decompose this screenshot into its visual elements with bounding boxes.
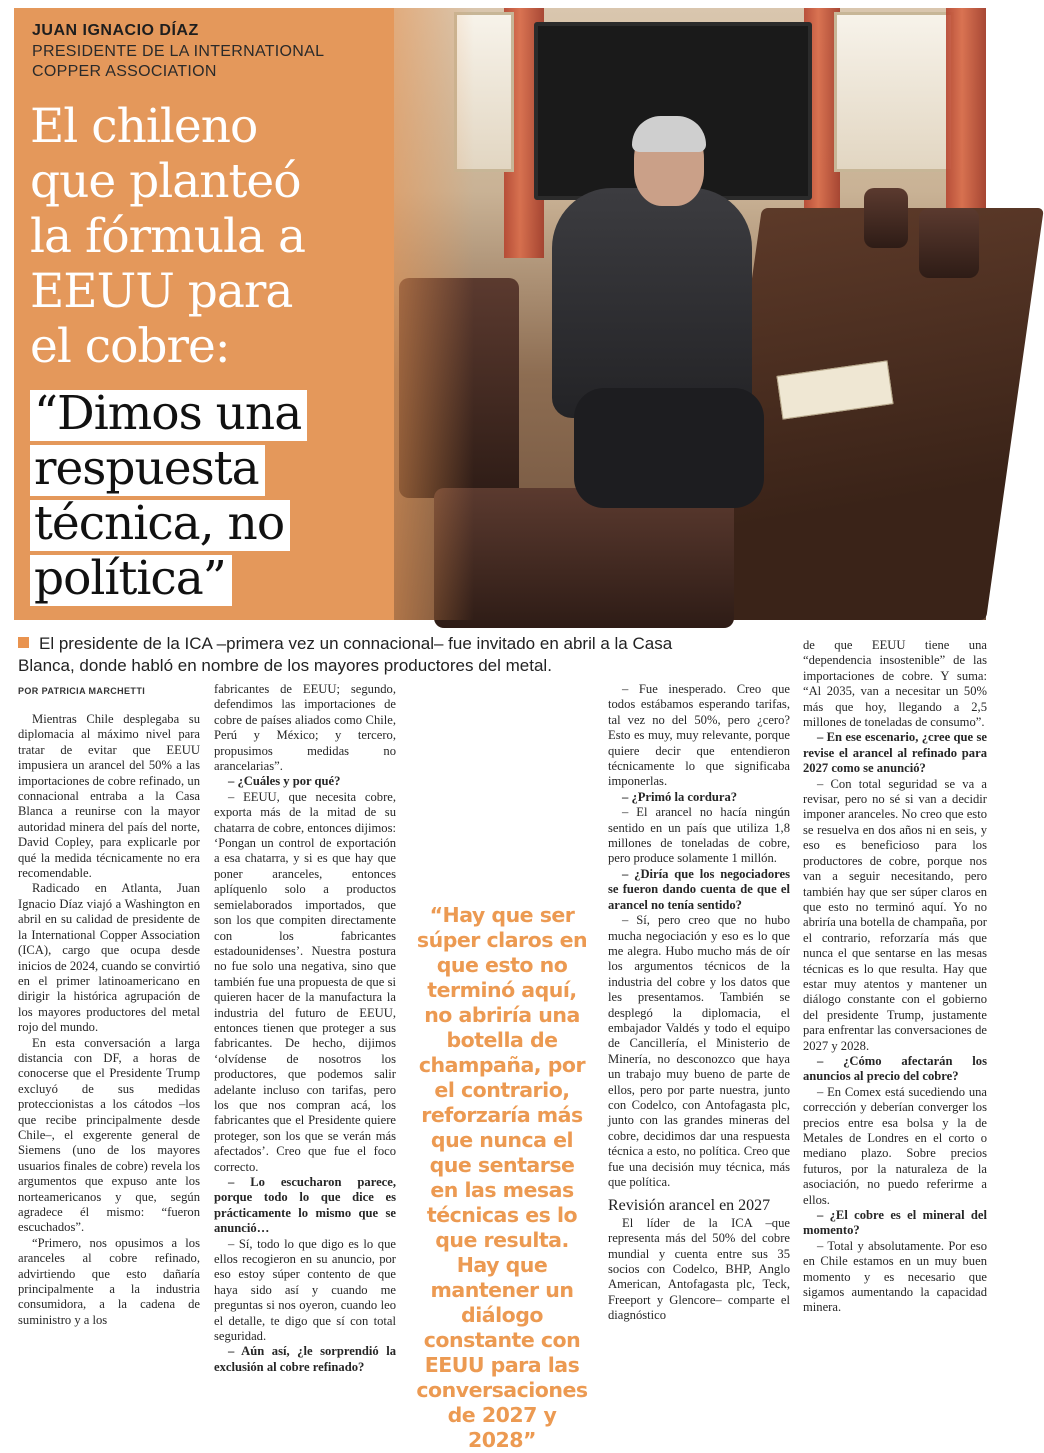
headline-line: la fórmula a: [30, 209, 306, 264]
article-column-1: [18, 712, 200, 1328]
paragraph: – Sí, pero creo que no hubo mucha negociación y eso es lo que me alegra. Hubo mucho más de oír los argumentos técnicos de la industria del cobre y los datos que les presentamos. También se desplegó la diplomacia, el embajador Valdés y todo el equipo de Cancillería, el Ministerio de Minería, no desconozco que haya un trabajo muy bueno de parte de ellos, pero por parte nuestra, junto con Codelco, con Antofagasta plc, junto con las grandes mineras del cobre, decidimos dar una respuesta técnica a esto, no política. Creo que fue una decisión muy técnica, más que política.: [608, 913, 790, 1189]
interview-question: – Lo escucharon parece, porque todo lo que dice es prácticamente lo mismo que se anunció…: [214, 1175, 396, 1236]
paragraph: El líder de la ICA –que representa más del 50% del cobre mundial y cuenta entre sus 35 socios con Codelco, BHP, Anglo American, Antofagasta plc, Teck, Freeport y Glencore– comparte el diagnóstico: [608, 1215, 790, 1323]
headline-line: el cobre:: [30, 319, 230, 374]
paragraph: En esta conversación a larga distancia con DF, a horas de conocerse que el Presidente Trump excluyó de sus medidas proteccionistas a los cátodos –los que recibe principalmente desde Chile–, el exgerente general de Siemens (uno de los mayores usuarios finales de cobre) revela los argumentos que expuso ante los norteamericanos y que, según agradece él mismo: “fueron escuchados”.: [18, 1035, 200, 1235]
byline: POR PATRICIA MARCHETTI: [18, 686, 146, 696]
paragraph: de que EEUU tiene una “dependencia insostenible” de las importaciones de cobre. Y suma: “Al 2035, van a necesitar un 50% más que hoy, llegando a 2,5 millones de toneladas de consumo”.: [803, 638, 987, 730]
pull-quote: “Hay que ser súper claros en que esto no terminó aquí, no abriría una botella de champaña, por el contrario, reforzaría más que nunca el que sentarse en las mesas técnicas es lo que resulta. Hay que mantener un diálogo constante con EEUU para las conversaciones de 2027 y 2028”: [416, 903, 588, 1452]
standfirst: [18, 633, 718, 677]
paragraph: “Primero, nos opusimos a los aranceles al cobre refinado, advirtiendo que esto dañaría principalmente a la industria consumidora, a la cadena de suministro y a los: [18, 1235, 200, 1327]
curtain-far-right: [946, 8, 986, 238]
article-column-3: [608, 682, 790, 1324]
paragraph: – EEUU, que necesita cobre, exporta más de la mitad de su chatarra de cobre, entonces dijimos: ‘Pongan un control de exportación a esa chatarra, y si es que hay que poner aranceles, entonces aplíquenlo solo a productos semielaborados importados, que son los que compiten directamente con los fabricantes estadounidenses’. Nuestra postura no fue solo una negativa, sino que también fue una propuesta de que si quieren hacer de la manufactura la industria del futuro de EEUU, entonces tienen que proteger a sus fabricantes. De hecho, dijimos ‘olvídense de nosotros los productores, que podemos salir adelante incluso con tarifas, pero los que nos compran acá, los fabricantes que el Presidente quiere proteger, son los que se verán más afectados’. Creo que fue el foco correcto.: [214, 789, 396, 1174]
kicker-role: PRESIDENTE DE LA INTERNATIONAL: [32, 43, 325, 60]
headline-quote-line: respuesta: [30, 445, 265, 496]
paragraph: – Total y absolutamente. Por eso en Chile estamos en un muy buen momento y es necesario que sigamos aumentando la capacidad minera.: [803, 1238, 987, 1315]
standfirst-text: El presidente de la ICA –primera vez un connacional– fue invitado en abril a la Casa Blanca, donde habló en nombre de los mayores productores del metal.: [18, 634, 673, 675]
headline-line: que planteó: [30, 154, 301, 209]
interview-question: – ¿El cobre es el mineral del momento?: [803, 1208, 987, 1238]
kicker-role: COPPER ASSOCIATION: [32, 63, 217, 80]
interview-question: – ¿Primó la cordura?: [622, 789, 738, 804]
paragraph: Mientras Chile desplegaba su diplomacia al máximo nivel para tratar de evitar que EEUU impusiera un arancel del 50% a las importaciones de cobre refinado, un connacional entraba a la Casa Blanca a reunirse con la mayor autoridad minera del país del norte, David Copley, para explicarle por qué la medida técnicamente no era recomendable.: [18, 712, 200, 881]
paragraph: – Con total seguridad se va a revisar, pero no sé si van a decidir imponer aranceles. No creo que esto se resuelva en dos años ni en seis, y eso es beneficioso para los productores de cobre, porque nos van a seguir necesitando, pero también hay que ser súper claros en que esto no terminó aquí. Yo no abriría una botella de champaña, por el contrario, reforzaría más que nunca el que sentarse en las mesas técnicas es lo que resulta. Hay que estar muy atentos y mantener un diálogo constante con el gobierno del presidente Trump, justamente para enfrentar las conversaciones de 2027 y 2028.: [803, 776, 987, 1053]
interview-question: – ¿Cómo afectarán los anuncios al precio del cobre?: [803, 1053, 987, 1084]
headline-line: EEUU para: [30, 264, 293, 319]
interview-question: – Aún así, ¿le sorprendió la exclusión al cobre refinado?: [214, 1344, 396, 1374]
paragraph: – En Comex está sucediendo una corrección y deberían converger los precios entre esa bolsa y la de Metales de Londres en el corto o mediano plazo. Sobre precios futuros, por la naturaleza de la asociación, no puedo referirme a ellos.: [803, 1084, 987, 1207]
article-column-2: [214, 682, 396, 1375]
paragraph: – Fue inesperado. Creo que todos estábamos esperando tarifas, tal vez no del 50%, pero ¿cero? Esto es muy, muy relevante, porque quiere decir que entendieron técnicamente lo que significaba imponerlas.: [608, 682, 790, 789]
paragraph: – El arancel no hacía ningún sentido en un país que utiliza 1,8 millones de toneladas de cobre, pero produce solamente 1 millón.: [608, 805, 790, 866]
person-torso: [552, 188, 752, 418]
overlay-fade: [394, 8, 474, 620]
section-subhead: Revisión arancel en 2027: [608, 1197, 771, 1215]
chair-far: [864, 188, 908, 248]
window-right: [834, 12, 954, 172]
headline-quote-line: técnica, no: [30, 500, 290, 551]
paragraph: fabricantes de EEUU; segundo, defendimos las importaciones de cobre de países aliados como Chile, Perú y México; y tercero, propusimos medidas no arancelarias”.: [214, 682, 396, 774]
headline-line: El chileno: [30, 99, 258, 154]
hero-image: [14, 8, 986, 620]
interview-question: – En ese escenario, ¿cree que se revise el arancel al refinado para 2027 como se anunció?: [803, 730, 987, 776]
chair-far-2: [919, 208, 979, 278]
headline-quote-line: política”: [30, 555, 232, 606]
chair-foreground: [434, 488, 734, 628]
paragraph: Radicado en Atlanta, Juan Ignacio Díaz viajó a Washington en abril en su calidad de presidente de la International Copper Association (ICA), cargo que ocupa desde inicios de 2024, cuando se convirtió en el primer latinoamericano en dirigir la histórica agrupación de los mayores productores del metal rojo del mundo.: [18, 881, 200, 1035]
person-legs: [574, 388, 764, 508]
person-hair: [632, 116, 706, 152]
headline-quote-line: “Dimos una: [30, 390, 307, 441]
bullet-square-icon: [18, 637, 29, 648]
paragraph: – Sí, todo lo que digo es lo que ellos recogieron en su anuncio, por eso estoy súper contento de que haya sido así y cuando me preguntas si nos oyeron, cuando leo el detalle, te digo que sí con total seguridad.: [214, 1236, 396, 1344]
interview-question: – ¿Diría que los negociadores se fueron dando cuenta de que el arancel no tenía sentido?: [608, 866, 790, 912]
interview-question: – ¿Cuáles y por qué?: [228, 774, 341, 789]
kicker-name: JUAN IGNACIO DÍAZ: [32, 22, 199, 39]
article-column-4: [803, 638, 987, 1316]
